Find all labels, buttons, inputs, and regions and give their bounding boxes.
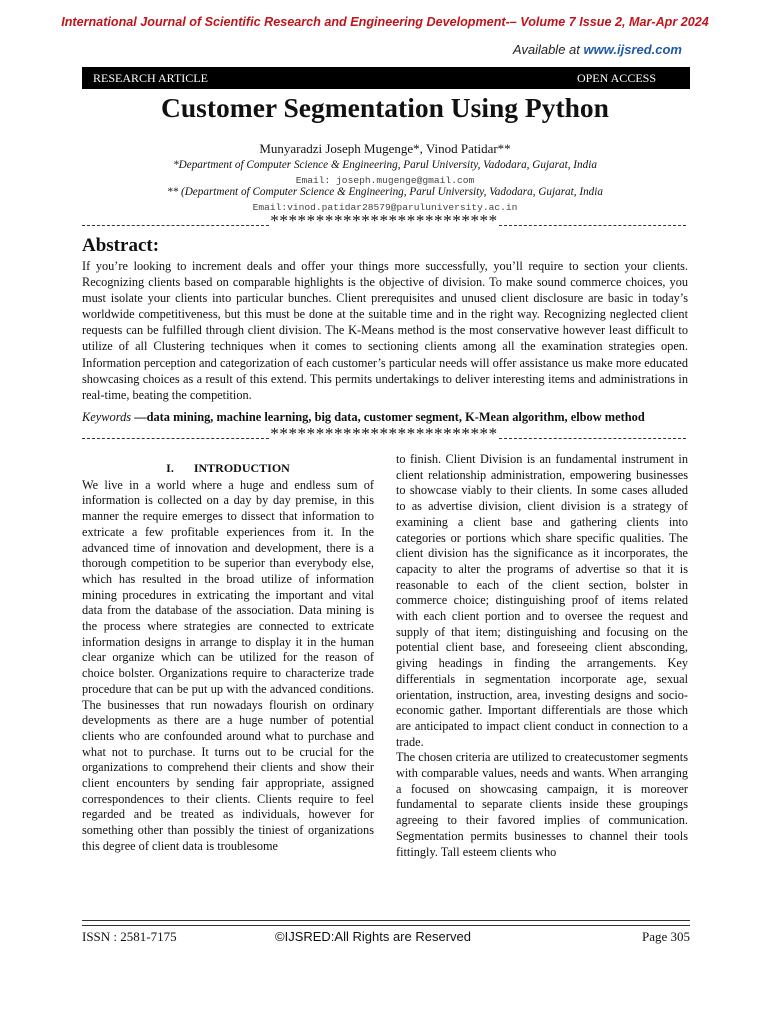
separator-dash-left [82,438,269,439]
separator-stars: ************************* [270,427,498,441]
separator-top [82,214,686,228]
section-number: I. [166,461,174,475]
right-column [396,452,688,860]
footer-page-number: Page 305 [641,929,690,944]
keywords-label: Keywords [82,410,132,424]
availability-line [513,42,682,57]
affiliation-1: *Department of Computer Science & Engineering, Parul University, Vadodara, Gujarat, India [173,159,597,171]
available-label: Available at [512,42,584,57]
research-article-label: RESEARCH ARTICLE [93,71,208,85]
separator-stars: ************************* [270,214,498,228]
footer-issn: ISSN : 2581-7175 [82,929,177,944]
intro-paragraph-3: The chosen criteria are utilized to createcustomer segments with comparable values, needs and wants. When arranging a focused on showcasing campaign, it is moreover fundamental to separate clients inside these groupings agreeing to their favored implies of communication. Segmentation permits businesses to channel their tools fittingly. Tall esteem clients who [396,750,688,859]
authors: Munyaradzi Joseph Mugenge*, Vinod Patidar** [259,141,511,156]
separator-dash-right [499,438,686,439]
section-heading-introduction [82,461,374,477]
email-2: Email:vinod.patidar28579@paruluniversity.ac.in [252,202,518,213]
footer-rights: ©IJSRED:All Rights are Reserved [275,929,471,944]
separator-bottom [82,427,686,441]
keywords-value: —data mining, machine learning, big data, customer segment, K-Mean algorithm, elbow method [131,410,645,424]
left-column [82,461,374,855]
article-type-bar [82,67,690,89]
open-access-label: OPEN ACCESS [576,71,656,85]
keywords [82,410,688,425]
affiliation-2: ** (Department of Computer Science & Engineering, Parul University, Vadodara, Gujarat, India [167,186,603,198]
separator-dash-right [499,225,686,226]
intro-paragraph-2: to finish. Client Division is an fundamental instrument in client relationship administration, empowering businesses to showcase viably to their clients. In some cases alluded to as advertise division, client division is a strategy of examining a client base and gathering clients into categories or portions which share specific qualities. The client division has the significance as it incorporates, the capacity to alter the programs of advertise so that it is reasonable to each of the client section, bolster in commerce choice; distinguishing proof of items related with each client portion and to oversee the request and supply of that item; distinguishing and focusing on the potential client base, and foreseeing client absconding, giving headings in finding the arrangements. Key differentials in segmentation incorporate age, sexual orientation, instruction, area, investing designs and socio-economic gather. Important differentials are those which are anticipated to impact client conduct in connection to a trade. [396,452,688,749]
email-1: Email: joseph.mugenge@gmail.com [295,175,475,186]
abstract-text: If you’re looking to increment deals and offer your things more successfully, you’ll require to section your clients. Recognizing clients based on comparable highlights is the objective of division. To make sound commerce choices, you must isolate your clients into particular bunches. Client prerequisites and unused client disclosure are basic in today’s worldwide competitiveness, but this must be done at the suitable time and in the right way. Recognizing neglected client requests can be fulfilled through client division. The K-Means method is the most conservative however least difficult to utilize of all Clustering techniques when it comes to sectioning clients among all the examination strategies open. Information perception and categorization of each customer’s particular needs will offer assistance us make more educated showcasing choices as a result of this extend. This permits undertakings to deliver interesting items and administrations in real-time, beating the competition. [82,259,688,402]
paper-title: Customer Segmentation Using Python [161,92,609,123]
journal-url-link[interactable]: www.ijsred.com [583,42,682,57]
intro-paragraph-1: We live in a world where a huge and endless sum of information is collected on a day by day premise, in this manner the require emerges to dissect that information to extricate a few profitable experiences from it. In the advanced time of innovation and development, there is a thorough competition to be superior than everybody else, which has resulted in the broad utilize of information mining procedures in extricating the important and vital data from the database of the association. Data mining is the process where strategies are connected to extricate information designs in arrange to display it in the human clear organize which can be utilized for the reason of choice bolster. Organizations require to characterize trade procedure that can be put up with the advanced conditions. The businesses that run nowadays flourish on ordinary developments as there are a huge number of potential clients who are confounded around what to purchase and what not to purchase. It turns out to be crucial for the organizations to comprehend their clients and show their client encounters by sending fair appropriate, assigned correspondences to their clients. Clients require to feel regarded and be treated as individuals, however for something other than possibly the tiniest of organizations this degree of client data is troublesome [82,477,374,853]
abstract-heading: Abstract: [82,235,160,256]
separator-dash-left [82,225,269,226]
section-title: INTRODUCTION [193,461,290,475]
journal-header: International Journal of Scientific Research and Engineering Development-– Volume 7 Issue 2, Mar-Apr 2024 [61,15,709,29]
footer-rule [82,920,690,926]
